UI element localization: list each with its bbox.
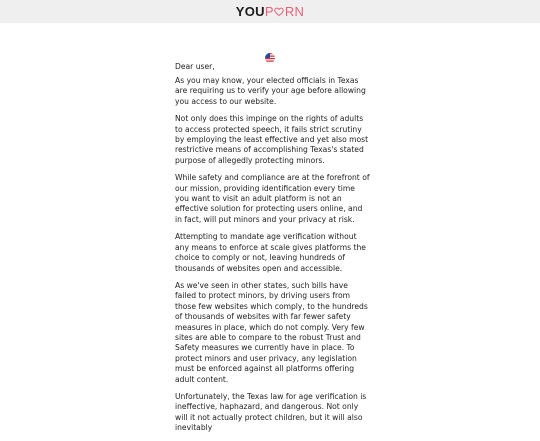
logo-text-porn xyxy=(265,4,304,19)
logo-text-rn: RN xyxy=(284,4,305,19)
letter-paragraph: As you may know, your elected officials in Texas are requiring us to verify your age before allowing you access to our website. xyxy=(175,76,366,106)
site-header xyxy=(0,0,540,23)
letter-paragraph: While safety and compliance are at the forefront of our mission, providing identification every time you want to visit an adult platform is not an effective solution for protecting users online, and in fact, will put minors and your privacy at risk. xyxy=(175,173,370,224)
letter-paragraph: Unfortunately, the Texas law for age verification is ineffective, haphazard, and dangerous. Not only will it not actually protect children, but it will also inevitably xyxy=(175,391,367,433)
logo-text-p: P xyxy=(264,4,274,19)
letter-paragraph: As we've seen in other states, such bills have failed to protect minors, by driving users from those few websites which comply, to the hundreds of thousands of websites with far fewer safety measures in place, which do not comply. Very few sites are able to compare to the robust Trust and Safety measures we currently have in place. To protect minors and user privacy, any legislation must be enforced against all platforms offering adult content. xyxy=(175,280,368,384)
heart-icon xyxy=(274,7,284,17)
us-flag-icon[interactable] xyxy=(265,48,275,58)
letter-greeting: Dear user, xyxy=(175,62,215,71)
letter-body xyxy=(175,76,371,441)
logo-text-you: YOU xyxy=(235,4,265,19)
letter-paragraph: Not only does this impinge on the rights of adults to access protected speech, it fails strict scrutiny by employing the least effective and yet also most restrictive means of accomplishing Texas's stated purpose of allegedly protecting minors. xyxy=(175,114,369,165)
letter-paragraph: Attempting to mandate age verification without any means to enforce at scale gives platforms the choice to comply or not, leaving hundreds of thousands of websites open and accessible. xyxy=(175,232,366,273)
site-logo[interactable] xyxy=(236,4,304,19)
